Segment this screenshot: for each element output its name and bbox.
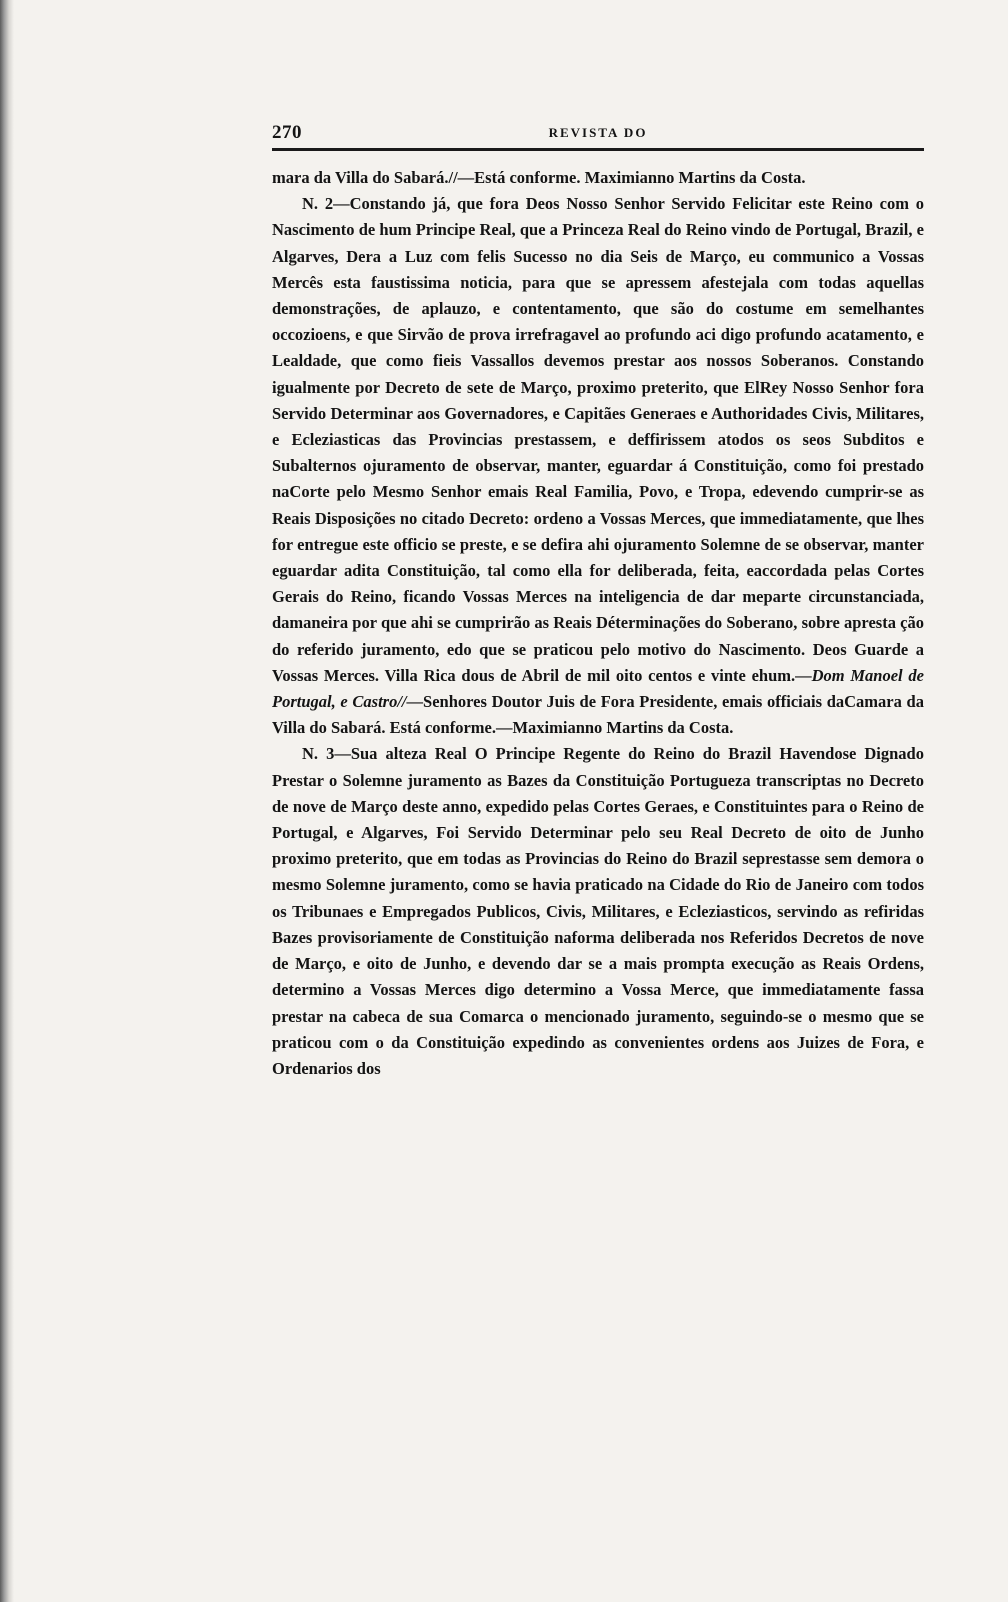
running-head: [272, 118, 924, 146]
paragraph-2-closing: —Senhores Doutor Juis de Fora Presidente, emais officiais daCamara da Villa do Sabará. Está conforme.—Maximianno Martins da Costa.: [272, 692, 924, 738]
paragraph-continuation: mara da Villa do Sabará.//—Está conforme. Maximianno Martins da Costa.: [272, 168, 806, 187]
paragraph-document-3: N. 3—Sua alteza Real O Principe Regente do Reino do Brazil Havendose Dignado Prestar o Solemne juramento as Bazes da Constituição Portugueza transcriptas no Decreto de nove de Março deste anno, expedido pelas Cortes Geraes, e Constituintes para o Reino de Portugal, e Algarves, Foi Servido Determinar pelo seu Real Decreto de oito de Junho proximo preterito, que em todas as Provincias do Reino do Brazil seprestasse sem demora o mesmo Solemne juramento, como se havia praticado na Cidade do Rio de Janeiro com todos os Tribunaes e Empregados Publicos, Civis, Militares, e Ecleziasticos, servindo as refiridas Bazes provisoriamente de Constituição naforma deliberada nos Referidos Decretos de nove de Março, e oito de Junho, e devendo dar se a mais prompta execução as Reais Ordens, determino a Vossas Merces digo determino a Vossa Merce, que immediatamente fassa prestar na cabeca de sua Comarca o mencionado juramento, seguindo-se o mesmo que se praticou com o da Constituição expedindo as convenientes ordens aos Juizes de Fora, e Ordenarios dos: [272, 744, 924, 1078]
body-text: [272, 165, 924, 1082]
document-page: [272, 118, 924, 1082]
scan-binding-edge: [0, 0, 14, 1602]
page-number: 270: [272, 122, 302, 143]
signature-name: Dom Manoel de Portugal, e Castro//: [272, 665, 924, 712]
paragraph-2-text: N. 2—Constando já, que fora Deos Nosso Senhor Servido Felicitar este Reino com o Nascimento de hum Principe Real, que a Princeza Real do Reino vindo de Portugal, Brazil, e Algarves, Dera a Luz com felis Sucesso no dia Seis de Março, eu communico a Vossas Mercês esta faustissima noticia, para que se apressem afestejala com todas aquellas demonstrações, de aplauzo, e contentamento, que são do costume em semelhantes occozioens, e que Sirvão de prova irrefragavel ao profundo aci digo profundo acatamento, e Lealdade, que como fieis Vassallos devemos prestar aos nossos Soberanos. Constando igualmente por Decreto de sete de Março, proximo preterito, que ElRey Nosso Senhor fora Servido Determinar aos Governadores, e Capitães Generaes e Authoridades Civis, Militares, e Ecleziasticas das Provincias prestassem, e deffirissem atodos os seos Subditos e Subalternos ojuramento de observar, manter, eguardar á Constituição, como foi prestado naCorte pelo Mesmo Senhor emais Real Familia, Povo, e Tropa, edevendo cumprir-se as Reais Disposições no citado Decreto: ordeno a Vossas Merces, que immediatamente, que lhes for entregue este officio se preste, e se defira ahi ojuramento Solemne de se observar, manter eguardar adita Constituição, tal como ella for deliberada, feita, eaccordada pelas Cortes Gerais do Reino, ficando Vossas Merces na inteligencia de dar meparte circunstanciada, damaneira por que ahi se cumprirão as Reais Déterminações do Soberano, sobre apresta ção do referido juramento, edo que se praticou pelo motivo do Nascimento. Deos Guarde a Vossas Merces. Villa Rica dous de Abril de mil oito centos e vinte ehum.—: [272, 194, 924, 685]
header-rule: [272, 148, 924, 151]
running-title: REVISTA DO: [548, 125, 648, 140]
paragraph-document-2: [272, 191, 924, 741]
